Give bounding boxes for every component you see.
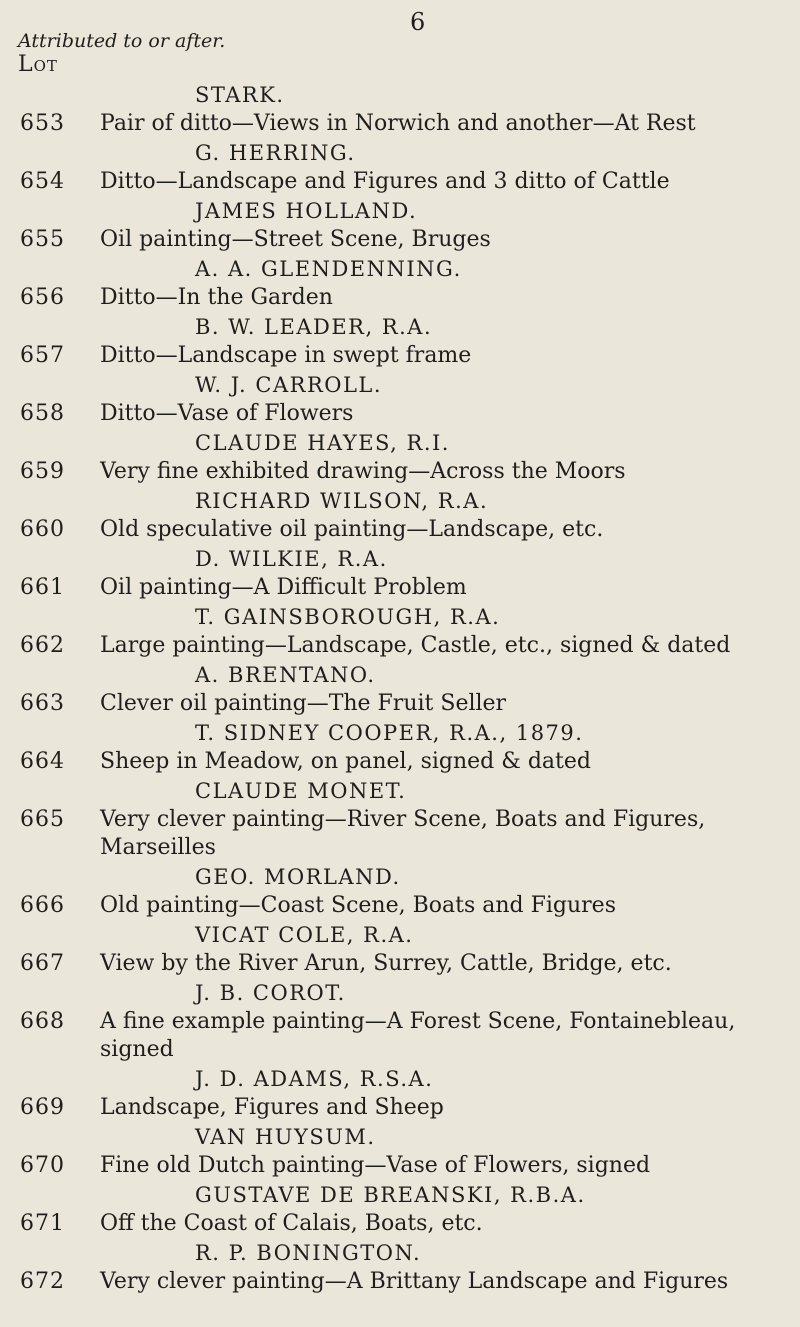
page-number: 6	[410, 8, 426, 36]
artist-name: T. SIDNEY COOPER, R.A., 1879.	[195, 721, 584, 745]
lot-description: Fine old Dutch painting—Vase of Flowers, signed	[100, 1153, 651, 1178]
artist-name: STARK.	[195, 83, 285, 107]
lot-row	[0, 1268, 800, 1296]
lot-row	[0, 632, 800, 660]
lot-row	[0, 342, 800, 370]
catalogue-entry	[0, 1180, 800, 1238]
lot-description: Large painting—Landscape, Castle, etc., signed & dated	[100, 633, 731, 658]
catalogue-entry	[0, 312, 800, 370]
lot-column-label: Lot	[18, 52, 58, 77]
catalogue-entry	[0, 1064, 800, 1122]
lot-row	[0, 1094, 800, 1122]
catalogue-entry	[0, 80, 800, 138]
lot-description: Oil painting—Street Scene, Bruges	[100, 227, 491, 252]
lot-row	[0, 1008, 800, 1036]
artist-name: VICAT COLE, R.A.	[195, 923, 414, 947]
lot-number: 665	[20, 807, 65, 832]
catalogue-entry	[0, 254, 800, 312]
lot-number: 663	[20, 691, 65, 716]
lot-description: Ditto—Landscape in swept frame	[100, 343, 472, 368]
lot-row	[0, 226, 800, 254]
lot-description: Landscape, Figures and Sheep	[100, 1095, 444, 1120]
lot-number: 672	[20, 1269, 65, 1294]
artist-name: J. B. COROT.	[195, 981, 346, 1005]
lot-row	[0, 1152, 800, 1180]
lot-number: 666	[20, 893, 65, 918]
lot-row	[0, 806, 800, 834]
lot-number: 657	[20, 343, 65, 368]
artist-name: A. A. GLENDENNING.	[195, 257, 462, 281]
lot-description-continuation: Marseilles	[100, 835, 216, 860]
artist-name: CLAUDE MONET.	[195, 779, 407, 803]
catalogue-entry	[0, 920, 800, 978]
lot-number: 654	[20, 169, 65, 194]
lot-row	[0, 690, 800, 718]
artist-name: RICHARD WILSON, R.A.	[195, 489, 489, 513]
artist-name: T. GAINSBOROUGH, R.A.	[195, 605, 501, 629]
lot-row	[0, 110, 800, 138]
lot-number: 664	[20, 749, 65, 774]
lot-description: Very clever painting—A Brittany Landscape and Figures	[100, 1269, 729, 1294]
lot-description: Ditto—In the Garden	[100, 285, 333, 310]
lot-number: 669	[20, 1095, 65, 1120]
lot-row	[0, 168, 800, 196]
lot-row	[0, 458, 800, 486]
lot-number: 660	[20, 517, 65, 542]
catalogue-entry	[0, 370, 800, 428]
artist-name: W. J. CARROLL.	[195, 373, 383, 397]
lot-description: Old painting—Coast Scene, Boats and Figures	[100, 893, 616, 918]
artist-name: B. W. LEADER, R.A.	[195, 315, 433, 339]
catalogue-entry	[0, 544, 800, 602]
catalogue-entry	[0, 428, 800, 486]
lot-description: Oil painting—A Difficult Problem	[100, 575, 467, 600]
lot-number: 659	[20, 459, 65, 484]
catalogue-list	[0, 80, 800, 1296]
lot-row	[0, 892, 800, 920]
lot-number: 661	[20, 575, 65, 600]
lot-number: 667	[20, 951, 65, 976]
lot-number: 662	[20, 633, 65, 658]
catalogue-entry	[0, 862, 800, 920]
artist-name: CLAUDE HAYES, R.I.	[195, 431, 450, 455]
lot-description: Sheep in Meadow, on panel, signed & dated	[100, 749, 591, 774]
lot-description: Pair of ditto—Views in Norwich and another—At Rest	[100, 111, 696, 136]
catalogue-entry	[0, 1238, 800, 1296]
artist-name: R. P. BONINGTON.	[195, 1241, 422, 1265]
lot-number: 668	[20, 1009, 65, 1034]
artist-name: JAMES HOLLAND.	[195, 199, 418, 223]
lot-description: Ditto—Landscape and Figures and 3 ditto of Cattle	[100, 169, 670, 194]
artist-name: J. D. ADAMS, R.S.A.	[195, 1067, 434, 1091]
artist-name: VAN HUYSUM.	[195, 1125, 376, 1149]
catalogue-entry	[0, 196, 800, 254]
lot-description: Ditto—Vase of Flowers	[100, 401, 354, 426]
lot-row	[0, 516, 800, 544]
artist-name: A. BRENTANO.	[195, 663, 376, 687]
lot-row	[0, 400, 800, 428]
lot-row	[0, 1210, 800, 1238]
lot-description-continuation: signed	[100, 1037, 174, 1062]
lot-description: Clever oil painting—The Fruit Seller	[100, 691, 507, 716]
lot-number: 656	[20, 285, 65, 310]
lot-row	[0, 574, 800, 602]
lot-number: 658	[20, 401, 65, 426]
lot-number: 655	[20, 227, 65, 252]
header-note: Attributed to or after.	[18, 30, 226, 52]
lot-description: A fine example painting—A Forest Scene, Fontainebleau,	[100, 1009, 736, 1034]
artist-name: G. HERRING.	[195, 141, 356, 165]
artist-name: GUSTAVE DE BREANSKI, R.B.A.	[195, 1183, 586, 1207]
catalogue-entry	[0, 602, 800, 660]
catalogue-entry	[0, 1122, 800, 1180]
catalogue-entry	[0, 776, 800, 862]
artist-name: D. WILKIE, R.A.	[195, 547, 388, 571]
lot-description: Very clever painting—River Scene, Boats and Figures,	[100, 807, 706, 832]
catalogue-entry	[0, 138, 800, 196]
artist-name: GEO. MORLAND.	[195, 865, 401, 889]
catalogue-entry	[0, 486, 800, 544]
lot-description: Very fine exhibited drawing—Across the Moors	[100, 459, 626, 484]
lot-number: 653	[20, 111, 65, 136]
lot-description: View by the River Arun, Surrey, Cattle, Bridge, etc.	[100, 951, 672, 976]
lot-row	[0, 950, 800, 978]
lot-number: 670	[20, 1153, 65, 1178]
lot-number: 671	[20, 1211, 65, 1236]
lot-description: Old speculative oil painting—Landscape, etc.	[100, 517, 604, 542]
lot-description: Off the Coast of Calais, Boats, etc.	[100, 1211, 483, 1236]
catalogue-entry	[0, 718, 800, 776]
catalogue-entry	[0, 978, 800, 1064]
lot-row	[0, 284, 800, 312]
catalogue-entry	[0, 660, 800, 718]
lot-row	[0, 748, 800, 776]
